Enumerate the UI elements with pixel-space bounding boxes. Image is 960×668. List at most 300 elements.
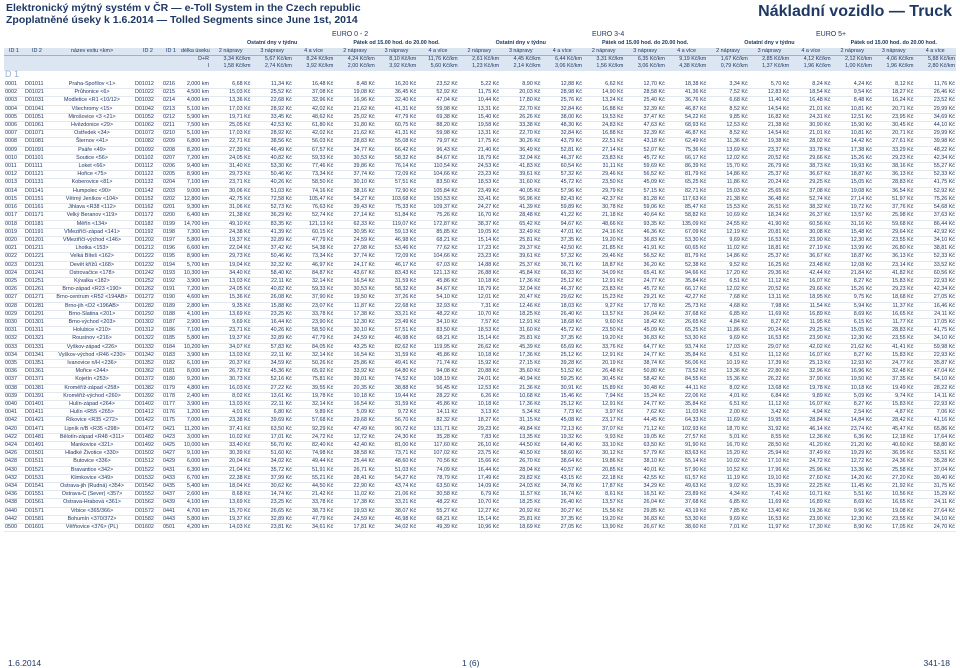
row-toll-value: 17,81 Kč (334, 524, 375, 532)
col-header-id1: ID 1 (4, 48, 24, 56)
row-toll-value: 9,72 Kč (376, 409, 417, 417)
row-toll-value: 54,27 Kč (334, 195, 375, 203)
row-toll-value: 54,10 Kč (914, 376, 956, 384)
row-toll-value: 22,11 Kč (251, 351, 292, 359)
row-toll-value: 19,71 Kč (210, 113, 251, 121)
row-toll-value: 65,25 Kč (666, 327, 707, 335)
row-toll-value: 40,94 Kč (500, 376, 541, 384)
row-toll-value: 30,10 Kč (334, 327, 375, 335)
row-toll-value: 16,24 Kč (873, 97, 914, 105)
table-row (4, 335, 956, 343)
row-toll-value: 38,16 Kč (873, 163, 914, 171)
row-segment-id1: 0182 (162, 359, 180, 367)
row-toll-value: 24,16 Kč (583, 228, 624, 236)
row-toll-value: 33,52 Kč (914, 261, 956, 269)
rate-value: 4,38 Kč/km (666, 63, 707, 71)
row-exit-name: Loket <66> (50, 163, 134, 171)
row-toll-value: 18,69 Kč (500, 524, 541, 532)
row-toll-value: 31,60 Kč (500, 179, 541, 187)
row-toll-value: 51,84 Kč (376, 212, 417, 220)
row-toll-value: 104,66 Kč (417, 171, 458, 179)
row-length: 6,300 km (180, 466, 210, 474)
row-toll-value: 10,18 Kč (459, 277, 500, 285)
rate-value: 8,10 Kč/km (376, 55, 417, 63)
row-toll-value: 27,19 Kč (790, 245, 831, 253)
row-exit-name: Hulín <R55 <265> (50, 409, 134, 417)
row-exit-name: Všechromy <15> (50, 105, 134, 113)
row-id1: 0030 (4, 318, 24, 326)
row-toll-value: 21,38 Kč (749, 122, 790, 130)
row-toll-value: 37,35 Kč (542, 335, 583, 343)
row-exit-name: Říkovice <R35 <272> (50, 417, 134, 425)
row-toll-value: 45,86 Kč (417, 277, 458, 285)
row-length: 8,000 km (180, 368, 210, 376)
row-segment-id2: D01152 (134, 195, 162, 203)
row-toll-value: 13,57 Kč (832, 212, 873, 220)
row-toll-value: 62,33 Kč (334, 220, 375, 228)
row-toll-value: 11,02 Kč (334, 491, 375, 499)
rate-value: 2,12 Kč/km (832, 55, 873, 63)
row-exit-name: Lhotka <153> (50, 245, 134, 253)
row-toll-value: 54,68 Kč (914, 204, 956, 212)
row-toll-value: 12,83 Kč (749, 89, 790, 97)
row-toll-value: 28,41 Kč (334, 474, 375, 482)
section-row (4, 71, 956, 79)
row-id2: D01361 (24, 368, 50, 376)
row-toll-value: 18,79 Kč (459, 286, 500, 294)
row-toll-value: 25,86 Kč (334, 359, 375, 367)
table-row (4, 105, 956, 113)
row-length: 7,200 km (180, 286, 210, 294)
row-toll-value: 83,63 Kč (666, 450, 707, 458)
row-toll-value: 42,27 Kč (666, 294, 707, 302)
table-row (4, 277, 956, 285)
row-toll-value: 23,95 Kč (873, 113, 914, 121)
row-toll-value: 32,84 Kč (542, 130, 583, 138)
row-toll-value: 7,85 Kč (707, 507, 748, 515)
row-toll-value: 19,08 Kč (873, 507, 914, 515)
row-toll-value: 33,78 Kč (293, 310, 334, 318)
row-toll-value: 49,41 Kč (376, 359, 417, 367)
row-exit-name: Jihlava <R38 <112> (50, 204, 134, 212)
table-row (4, 220, 956, 228)
row-toll-value: 16,51 Kč (624, 491, 665, 499)
row-toll-value: 65,92 Kč (293, 368, 334, 376)
row-id1: 0010 (4, 154, 24, 162)
row-toll-value: 34,02 Kč (376, 524, 417, 532)
row-toll-value: 16,25 Kč (749, 261, 790, 269)
row-toll-value: 19,20 Kč (583, 515, 624, 523)
row-length: 6,000 km (180, 458, 210, 466)
row-toll-value: 32,14 Kč (293, 277, 334, 285)
row-toll-value: 60,65 Kč (666, 245, 707, 253)
row-toll-value: 16,82 Kč (749, 113, 790, 121)
row-toll-value: 34,77 Kč (334, 146, 375, 154)
row-toll-value: 3,97 Kč (583, 409, 624, 417)
row-toll-value: 13,69 Kč (210, 499, 251, 507)
row-toll-value: 42,50 Kč (542, 245, 583, 253)
row-toll-value: 16,03 Kč (210, 384, 251, 392)
row-toll-value: 40,57 Kč (542, 466, 583, 474)
row-toll-value: 18,87 Kč (832, 171, 873, 179)
row-toll-value: 75,36 Kč (666, 146, 707, 154)
row-toll-value: 27,05 Kč (542, 524, 583, 532)
row-toll-value: 59,69 Kč (624, 163, 665, 171)
row-toll-value: 27,14 Kč (832, 195, 873, 203)
row-toll-value: 45,08 Kč (542, 417, 583, 425)
row-segment-id2: D01162 (134, 204, 162, 212)
row-toll-value: 83,50 Kč (417, 327, 458, 335)
row-toll-value: 61,80 Kč (293, 122, 334, 130)
row-toll-value: 19,50 Kč (832, 376, 873, 384)
row-toll-value: 26,46 Kč (914, 89, 956, 97)
row-segment-id2: D01542 (134, 483, 162, 491)
row-id1: 0005 (4, 113, 24, 121)
row-toll-value: 46,37 Kč (542, 154, 583, 162)
row-segment-id1: 0501 (162, 524, 180, 532)
row-id2: D01531 (24, 474, 50, 482)
row-toll-value: 50,46 Kč (251, 253, 292, 261)
row-id1: 0026 (4, 286, 24, 294)
row-toll-value: 31,59 Kč (376, 277, 417, 285)
row-toll-value: 20,04 Kč (210, 458, 251, 466)
row-toll-value: 7,73 Kč (542, 409, 583, 417)
row-segment-id2: D01012 (134, 81, 162, 89)
row-toll-value: 32,49 Kč (500, 228, 541, 236)
row-toll-value: 4,01 Kč (210, 409, 251, 417)
row-toll-value: 19,50 Kč (334, 294, 375, 302)
row-exit-name: Měřín <134> (50, 220, 134, 228)
row-toll-value: 9,02 Kč (707, 483, 748, 491)
col-header-axle: 2 nápravy (583, 48, 624, 56)
row-id1: 0023 (4, 261, 24, 269)
row-segment-id1: 0437 (162, 491, 180, 499)
row-exit-name: Hvězdonice <29> (50, 122, 134, 130)
row-toll-value: 23,52 Kč (914, 97, 956, 105)
row-toll-value: 34,78 Kč (542, 483, 583, 491)
row-toll-value: 50,80 Kč (624, 368, 665, 376)
row-exit-name: Hořice <75> (50, 171, 134, 179)
row-toll-value: 29,23 Kč (459, 425, 500, 433)
row-id1: 0500 (4, 524, 24, 532)
row-toll-value: 28,92 Kč (251, 130, 292, 138)
row-segment-id1: 0427 (162, 450, 180, 458)
row-toll-value: 58,80 Kč (914, 441, 956, 449)
row-toll-value: 52,81 Kč (542, 146, 583, 154)
row-toll-value: 65,25 Kč (666, 179, 707, 187)
row-toll-value: 31,15 Kč (500, 417, 541, 425)
row-toll-value: 19,29 Kč (832, 450, 873, 458)
col-header-axle: 4 a více (666, 48, 707, 56)
row-toll-value: 18,68 Kč (542, 318, 583, 326)
row-toll-value: 45,47 Kč (873, 425, 914, 433)
row-toll-value: 16,07 Kč (790, 277, 831, 285)
row-segment-id1: 0201 (162, 204, 180, 212)
row-toll-value: 51,03 Kč (376, 466, 417, 474)
row-toll-value: 22,70 Kč (500, 105, 541, 113)
row-toll-value: 5,34 Kč (500, 409, 541, 417)
row-toll-value: 14,74 Kč (251, 491, 292, 499)
row-toll-value: 92,29 Kč (293, 425, 334, 433)
table-row (4, 343, 956, 351)
row-toll-value: 29,07 Kč (749, 343, 790, 351)
row-toll-value: 55,27 Kč (914, 163, 956, 171)
table-row (4, 499, 956, 507)
row-toll-value: 32,93 Kč (417, 302, 458, 310)
row-toll-value: 14,88 Kč (459, 261, 500, 269)
row-toll-value: 15,05 Kč (832, 327, 873, 335)
row-toll-value: 19,53 Kč (583, 113, 624, 121)
row-segment-id1: 0184 (162, 343, 180, 351)
row-toll-value: 25,94 Kč (749, 450, 790, 458)
row-toll-value: 23,74 Kč (832, 425, 873, 433)
row-id2: D01401 (24, 400, 50, 408)
row-segment-id1: 0421 (162, 425, 180, 433)
row-toll-value: 24,72 Kč (790, 458, 831, 466)
row-id2: D01521 (24, 466, 50, 474)
row-toll-value: 15,05 Kč (832, 179, 873, 187)
row-toll-value: 81,79 Kč (666, 171, 707, 179)
row-toll-value: 7,06 Kč (914, 409, 956, 417)
row-toll-value: 9,85 Kč (707, 113, 748, 121)
row-id1: 0436 (4, 491, 24, 499)
row-toll-value: 37,07 Kč (583, 425, 624, 433)
row-toll-value: 4,94 Kč (790, 409, 831, 417)
row-toll-value: 35,87 Kč (914, 359, 956, 367)
row-segment-id1: 0191 (162, 286, 180, 294)
row-length: 5,100 km (180, 105, 210, 113)
row-toll-value: 63,50 Kč (624, 441, 665, 449)
row-toll-value: 20,88 Kč (459, 368, 500, 376)
row-toll-value: 11,12 Kč (749, 351, 790, 359)
row-toll-value: 38,64 Kč (542, 458, 583, 466)
row-toll-value: 30,53 Kč (334, 154, 375, 162)
row-id2: D01321 (24, 335, 50, 343)
row-toll-value: 12,91 Kč (500, 318, 541, 326)
row-toll-value: 15,23 Kč (583, 294, 624, 302)
row-length: 6,100 km (180, 359, 210, 367)
row-toll-value: 57,90 Kč (666, 466, 707, 474)
row-toll-value: 11,36 Kč (707, 138, 748, 146)
row-id1: 0428 (4, 458, 24, 466)
row-toll-value: 26,67 Kč (624, 524, 665, 532)
row-id1: 0015 (4, 195, 24, 203)
row-length: 8,900 km (180, 171, 210, 179)
row-toll-value: 40,60 Kč (873, 441, 914, 449)
spacer-cell (134, 55, 162, 63)
row-toll-value: 54,27 Kč (376, 474, 417, 482)
row-toll-value: 82,62 Kč (376, 343, 417, 351)
row-toll-value: 26,26 Kč (500, 113, 541, 121)
row-toll-value: 59,98 Kč (417, 105, 458, 113)
row-segment-id2: D01232 (134, 261, 162, 269)
row-toll-value: 25,37 Kč (500, 261, 541, 269)
row-toll-value: 17,03 Kč (707, 343, 748, 351)
rate-value: 1,23 Kč/km (459, 63, 500, 71)
row-toll-value: 10,44 Kč (459, 97, 500, 105)
row-toll-value: 30,53 Kč (334, 286, 375, 294)
row-toll-value: 46,36 Kč (624, 228, 665, 236)
row-toll-value: 22,68 Kč (251, 97, 292, 105)
row-length: 6,800 km (180, 138, 210, 146)
row-toll-value: 19,37 Kč (210, 335, 251, 343)
row-toll-value: 22,93 Kč (914, 400, 956, 408)
spacer-cell (50, 63, 134, 71)
row-toll-value: 16,53 Kč (749, 335, 790, 343)
spacer-cell (24, 63, 50, 71)
rate-value: 1,37 Kč/km (749, 63, 790, 71)
table-row (4, 236, 956, 244)
row-toll-value: 24,38 Kč (210, 228, 251, 236)
row-toll-value: 72,58 Kč (251, 195, 292, 203)
row-exit-name: Ostředek <34> (50, 130, 134, 138)
row-segment-id1: 0197 (162, 236, 180, 244)
row-toll-value: 34,69 Kč (914, 113, 956, 121)
row-toll-value: 10,52 Kč (707, 466, 748, 474)
row-exit-name: Brno-Slatina <201> (50, 310, 134, 318)
spacer-cell (4, 55, 24, 63)
row-toll-value: 42,34 Kč (914, 154, 956, 162)
rate-value: 3,06 Kč/km (542, 63, 583, 71)
row-toll-value: 33,76 Kč (583, 343, 624, 351)
row-toll-value: 22,18 Kč (583, 474, 624, 482)
row-toll-value: 41,75 Kč (914, 179, 956, 187)
row-toll-value: 45,86 Kč (417, 351, 458, 359)
row-toll-value: 14,54 Kč (749, 130, 790, 138)
row-segment-id2: D01282 (134, 302, 162, 310)
row-segment-id2: D01122 (134, 171, 162, 179)
row-toll-value: 36,67 Kč (790, 171, 831, 179)
row-toll-value: 12,51 Kč (832, 113, 873, 121)
row-toll-value: 23,52 Kč (417, 81, 458, 89)
row-toll-value: 78,79 Kč (417, 474, 458, 482)
row-id1: 0006 (4, 122, 24, 130)
row-toll-value: 26,80 Kč (873, 245, 914, 253)
row-id2: D01081 (24, 138, 50, 146)
row-segment-id2: D01332 (134, 343, 162, 351)
row-toll-value: 33,78 Kč (293, 499, 334, 507)
row-toll-value: 38,60 Kč (666, 524, 707, 532)
row-toll-value: 15,26 Kč (832, 154, 873, 162)
row-segment-id2: D01102 (134, 154, 162, 162)
row-segment-id1: 0200 (162, 212, 180, 220)
row-toll-value: 33,41 Kč (459, 195, 500, 203)
row-toll-value: 15,48 Kč (832, 228, 873, 236)
row-toll-value: 19,93 Kč (832, 163, 873, 171)
row-id2: D01031 (24, 97, 50, 105)
row-toll-value: 11,69 Kč (749, 499, 790, 507)
row-toll-value: 20,92 Kč (500, 507, 541, 515)
row-toll-value: 58,60 Kč (542, 450, 583, 458)
row-toll-value: 21,36 Kč (500, 384, 541, 392)
table-row (4, 261, 956, 269)
row-toll-value: 76,63 Kč (293, 204, 334, 212)
row-toll-value: 14,11 Kč (417, 409, 458, 417)
row-toll-value: 38,16 Kč (334, 187, 375, 195)
row-length: 4,100 km (180, 499, 210, 507)
row-toll-value: 19,04 Kč (210, 261, 251, 269)
row-segment-id1: 0176 (162, 409, 180, 417)
row-toll-value: 96,43 Kč (417, 146, 458, 154)
row-toll-value: 34,10 Kč (914, 335, 956, 343)
rate-value: 2,85 Kč/km (749, 55, 790, 63)
row-toll-value: 3,42 Kč (749, 409, 790, 417)
col-header-axle: 2 nápravy (832, 48, 873, 56)
row-toll-value: 38,81 Kč (914, 245, 956, 253)
row-id1: 0036 (4, 368, 24, 376)
rate-value: 3,06 Kč/km (624, 63, 665, 71)
row-exit-name: Mirošovice <3 <21> (50, 113, 134, 121)
row-segment-id1: 0208 (162, 146, 180, 154)
row-toll-value: 13,03 Kč (210, 351, 251, 359)
table-row (4, 212, 956, 220)
row-toll-value: 17,78 Kč (624, 302, 665, 310)
row-toll-value: 26,04 Kč (624, 310, 665, 318)
row-toll-value: 26,70 Kč (500, 458, 541, 466)
row-exit-name: Vyškov-západ <226> (50, 343, 134, 351)
row-toll-value: 18,04 Kč (210, 483, 251, 491)
row-toll-value: 8,12 Kč (873, 81, 914, 89)
row-toll-value: 8,27 Kč (749, 318, 790, 326)
row-toll-value: 15,83 Kč (873, 277, 914, 285)
row-toll-value: 37,26 Kč (376, 294, 417, 302)
row-toll-value: 57,68 Kč (293, 417, 334, 425)
row-toll-value: 30,58 Kč (417, 491, 458, 499)
row-toll-value: 20,52 Kč (749, 154, 790, 162)
row-toll-value: 21,38 Kč (210, 212, 251, 220)
row-toll-value: 14,11 Kč (914, 392, 956, 400)
row-toll-value: 11,03 Kč (666, 409, 707, 417)
row-id2: D01201 (24, 236, 50, 244)
row-toll-value: 27,57 Kč (666, 433, 707, 441)
row-id1: 0025 (4, 277, 24, 285)
col-header-axle: 4 a více (542, 48, 583, 56)
table-row (4, 376, 956, 384)
row-id2: D01551 (24, 491, 50, 499)
row-toll-value: 42,92 Kč (914, 228, 956, 236)
row-toll-value: 10,18 Kč (459, 351, 500, 359)
row-id1: 0013 (4, 179, 24, 187)
row-id1: 0004 (4, 105, 24, 113)
row-toll-value: 59,98 Kč (914, 343, 956, 351)
row-id2: D01151 (24, 195, 50, 203)
row-toll-value: 7,52 Kč (707, 89, 748, 97)
row-toll-value: 5,09 Kč (334, 409, 375, 417)
row-length: 9,300 km (180, 204, 210, 212)
row-toll-value: 9,52 Kč (707, 261, 748, 269)
row-length: 4,000 km (180, 97, 210, 105)
row-toll-value: 94,67 Kč (542, 220, 583, 228)
row-toll-value: 16,88 Kč (583, 105, 624, 113)
table-row (4, 466, 956, 474)
row-toll-value: 26,65 Kč (251, 507, 292, 515)
row-toll-value: 72,90 Kč (376, 187, 417, 195)
row-toll-value: 19,93 Kč (334, 507, 375, 515)
row-toll-value: 29,46 Kč (583, 253, 624, 261)
table-row (4, 187, 956, 195)
row-id2: D01251 (24, 277, 50, 285)
row-exit-name: Brno-západ <R23 <190> (50, 286, 134, 294)
row-id1: 0014 (4, 187, 24, 195)
row-toll-value: 41,90 Kč (749, 220, 790, 228)
row-id1: 0022 (4, 253, 24, 261)
row-toll-value: 25,12 Kč (542, 400, 583, 408)
row-toll-value: 29,82 Kč (500, 474, 541, 482)
row-toll-value: 13,31 Kč (459, 130, 500, 138)
row-toll-value: 6,79 Kč (459, 491, 500, 499)
row-toll-value: 49,44 Kč (293, 458, 334, 466)
row-toll-value: 8,90 Kč (832, 524, 873, 532)
